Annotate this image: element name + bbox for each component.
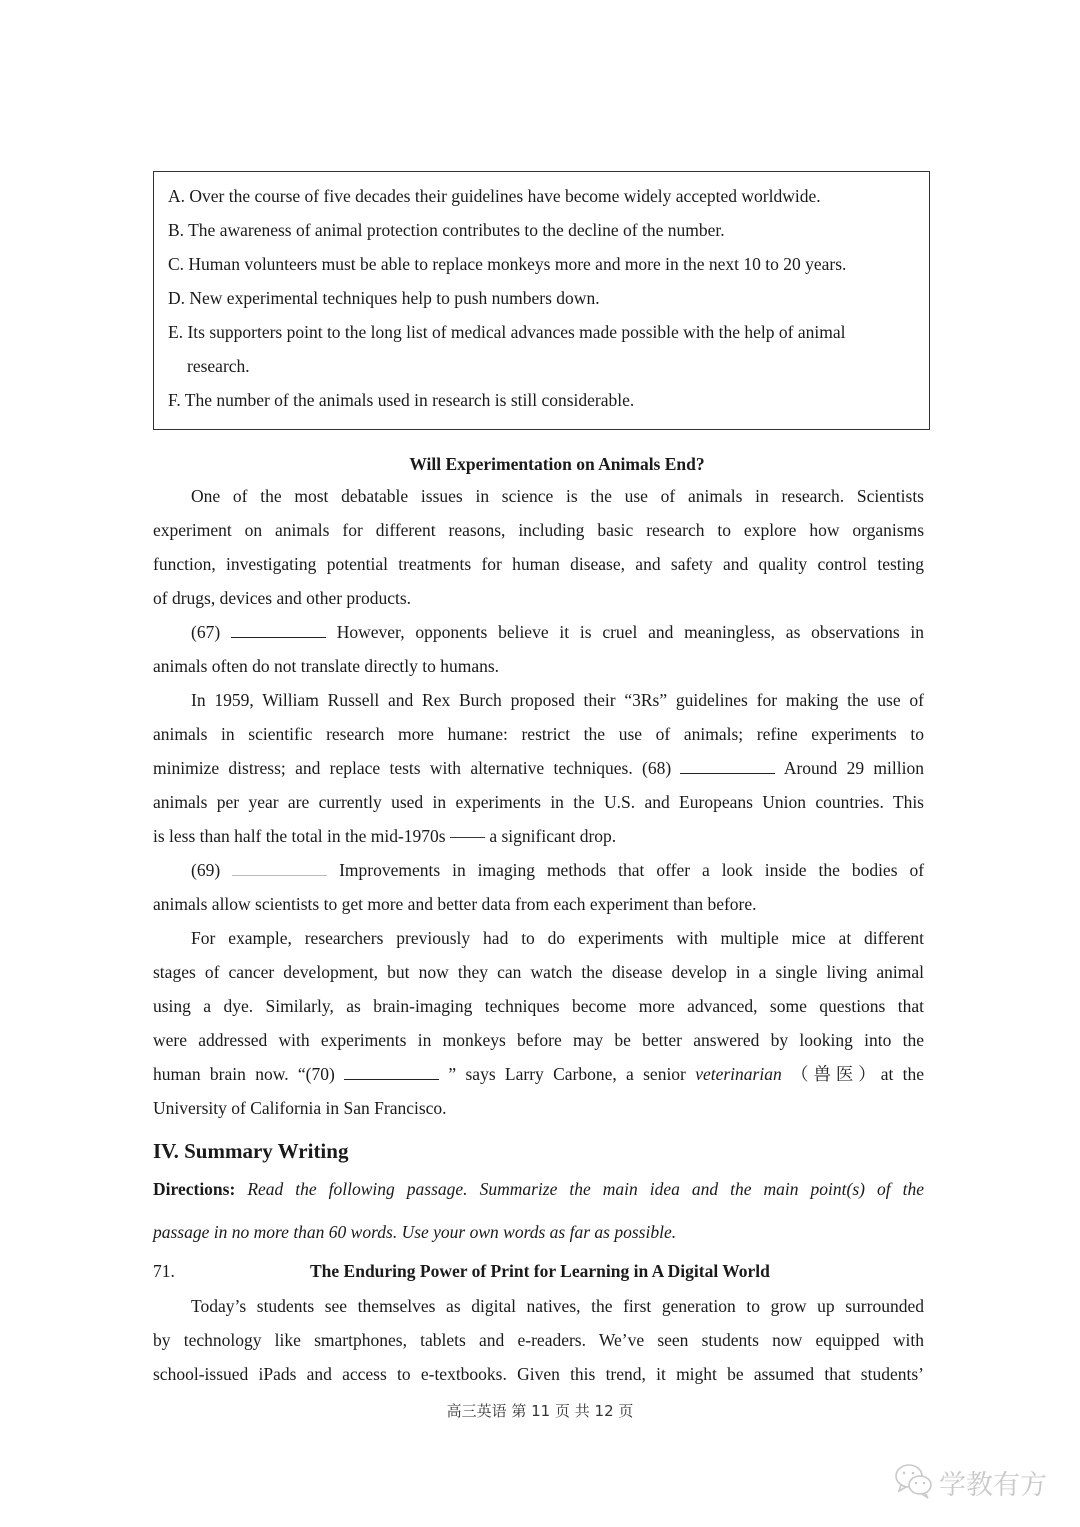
answer-blank-67[interactable] xyxy=(231,623,326,638)
answer-blank-70[interactable] xyxy=(344,1065,439,1080)
paragraph-line: of drugs, devices and other products. xyxy=(153,588,412,608)
option-e-continued: research. xyxy=(187,356,250,376)
paragraph-line: Today’s students see themselves as digital natives, the first generation to grow up surrounded xyxy=(191,1296,924,1316)
paragraph-line: by technology like smartphones, tablets and e-readers. We’ve seen students now equipped with xyxy=(153,1330,924,1350)
question-number: 71. xyxy=(153,1261,175,1281)
options-box xyxy=(153,171,930,430)
paragraph-line: animals in scientific research more humane: restrict the use of animals; refine experiments to xyxy=(153,724,924,744)
paragraph-line: function, investigating potential treatments for human disease, and safety and quality control testing xyxy=(153,554,924,574)
paragraph-line: experiment on animals for different reasons, including basic research to explore how organisms xyxy=(153,520,924,540)
passage-title: The Enduring Power of Print for Learning in A Digital World xyxy=(310,1261,770,1281)
paragraph-line: school-issued iPads and access to e-textbooks. Given this trend, it might be assumed that students’ xyxy=(153,1364,924,1384)
paragraph-line: is less than half the total in the mid-1970s —— a significant drop. xyxy=(153,826,617,846)
paragraph-line: were addressed with experiments in monkeys before may be better answered by looking into the xyxy=(153,1030,924,1050)
passage-title: Will Experimentation on Animals End? xyxy=(409,454,705,474)
paragraph-text: Around 29 million xyxy=(783,758,924,778)
option-b: B. The awareness of animal protection contributes to the decline of the number. xyxy=(168,220,725,240)
answer-blank-68[interactable] xyxy=(680,759,775,774)
directions-line xyxy=(153,1222,924,1243)
paragraph-text: ” says Larry Carbone, a senior xyxy=(448,1064,686,1084)
paragraph-text: human brain now. “(70) xyxy=(153,1064,335,1084)
question-70-line xyxy=(153,1063,924,1085)
option-c: C. Human volunteers must be able to replace monkeys more and more in the next 10 to 20 years. xyxy=(168,254,847,274)
directions-line xyxy=(153,1179,924,1200)
paragraph-line: University of California in San Francisco. xyxy=(153,1098,447,1118)
answer-blank-69[interactable] xyxy=(232,861,327,876)
watermark-text: 学教有方 xyxy=(939,1469,1047,1501)
paragraph-text: However, opponents believe it is cruel and meaningless, as observations in xyxy=(336,622,925,642)
option-a: A. Over the course of five decades their guidelines have become widely accepted worldwide. xyxy=(168,186,821,206)
watermark xyxy=(893,1462,1047,1502)
question-69-line xyxy=(191,859,924,881)
section-heading: IV. Summary Writing xyxy=(153,1139,349,1163)
paragraph-line: animals allow scientists to get more and better data from each experiment than before. xyxy=(153,894,757,914)
question-68-line xyxy=(153,757,924,779)
paragraph-text: minimize distress; and replace tests with alternative techniques. (68) xyxy=(153,758,672,778)
wechat-icon xyxy=(893,1462,935,1502)
italic-term: veterinarian xyxy=(695,1064,782,1084)
option-f: F. The number of the animals used in research is still considerable. xyxy=(168,390,635,410)
directions-text: Read the following passage. Summarize the main idea and the main point(s) of the xyxy=(247,1179,924,1199)
paragraph-line: For example, researchers previously had to do experiments with multiple mice at different xyxy=(191,928,924,948)
paragraph-line: stages of cancer development, but now they can watch the disease develop in a single living animal xyxy=(153,962,924,982)
paragraph-line: animals often do not translate directly to humans. xyxy=(153,656,500,676)
paragraph-line: One of the most debatable issues in science is the use of animals in research. Scientists xyxy=(191,486,924,506)
directions-label: Directions: xyxy=(153,1179,236,1199)
paragraph-line: In 1959, William Russell and Rex Burch proposed their “3Rs” guidelines for making the use of xyxy=(191,690,924,710)
paragraph-line: animals per year are currently used in experiments in the U.S. and Europeans Union countries. This xyxy=(153,792,924,812)
option-e: E. Its supporters point to the long list of medical advances made possible with the help of animal xyxy=(168,322,846,342)
option-d: D. New experimental techniques help to push numbers down. xyxy=(168,288,600,308)
question-67-line xyxy=(191,621,924,643)
page-footer: 高三英语 第 11 页 共 12 页 xyxy=(446,1402,634,1420)
directions-text: passage in no more than 60 words. Use your own words as far as possible. xyxy=(153,1222,677,1242)
paragraph-line: using a dye. Similarly, as brain-imaging techniques become more advanced, some questions that xyxy=(153,996,924,1016)
paragraph-text: Improvements in imaging methods that offer a look inside the bodies of xyxy=(339,860,925,880)
question-number: (67) xyxy=(191,622,221,642)
question-number: (69) xyxy=(191,860,221,880)
paragraph-text: （兽医）at the xyxy=(791,1064,925,1084)
